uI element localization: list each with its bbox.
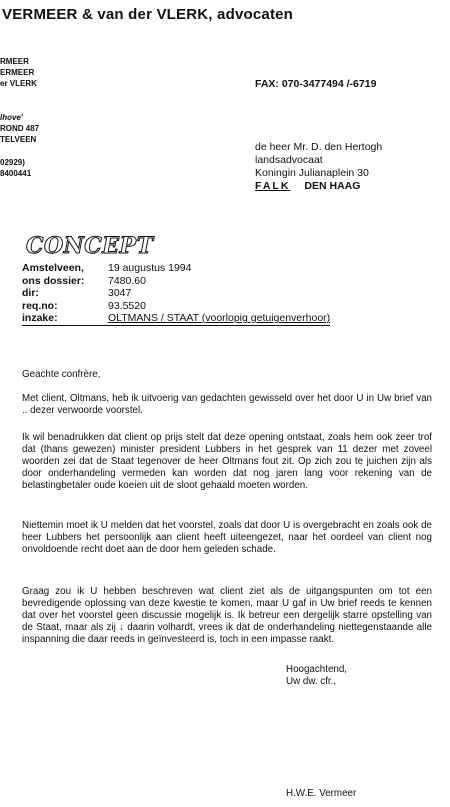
reference-row — [22, 300, 330, 313]
concept-stamp: CONCEPT — [26, 233, 154, 259]
reference-value: 3047 — [108, 287, 132, 299]
side-line: 02929) — [0, 158, 25, 167]
reference-row — [22, 262, 330, 275]
side-address — [0, 112, 39, 145]
recipient-city — [255, 180, 382, 193]
side-line: 8400441 — [0, 169, 32, 178]
side-line: er VLERK — [0, 79, 37, 88]
reference-value: 7480.60 — [108, 274, 146, 287]
salutation: Geachte confrère, — [22, 369, 101, 380]
recipient-street: Koningin Julianaplein 30 — [255, 167, 369, 179]
paragraph: Met client, Oltmans, heb ik uitvoerig van gedachten gewisseld over het door U in Uw brief van .. dezer verwoorde voorstel. — [22, 393, 432, 416]
reference-label: Amstelveen, — [22, 262, 84, 274]
closing — [286, 664, 347, 688]
side-line: RMEER — [0, 57, 29, 66]
paragraph: Ik wil benadrukken dat client op prijs stelt dat deze opening ontstaat, zoals hem ook zeer trof dat (thans gewezen) minister president Lubbers in het gesprek van 11 dezer met zoveel woorden zei dat de Staat tegenover de heer Oltmans fout zit. Op zich zou te juichen zijn als door onderhandeling vermeden kan worden dat nog jaren lang voor rekening van de belastingbetaler oude koeien uit de sloot gehaald moeten worden. — [22, 432, 432, 491]
signer-name: H.W.E. Vermeer — [286, 788, 357, 799]
recipient-name: de heer Mr. D. den Hertogh — [255, 141, 383, 153]
recipient-city-code: FALK — [255, 180, 291, 192]
reference-label: dir: — [22, 287, 39, 299]
subject-value: OLTMANS / STAAT (voorlopig getuigenverhoor) — [108, 312, 331, 324]
reference-row — [22, 275, 330, 288]
closing-greeting: Hoogachtend, — [286, 664, 348, 675]
reference-value: 93.5520 — [108, 299, 146, 312]
side-line: ERMEER — [0, 68, 35, 77]
side-numbers — [0, 157, 31, 179]
paragraph: Graag zou ik U hebben beschreven wat client ziet als de uitgangspunten om tot een bevredigende oplossing van deze kwestie te komen, maar U gaf in Uw brief reeds te kennen dat over het voorstel geen discussie mogelijk is. Ik betreur een dergelijk starre opstelling van de Staat, maar als zij ↓ daarin volhardt, vrees ik dat de onderhandeling niettegenstaande alle inspanning die daar reeds in geïnvesteerd is, toch in een impasse raakt. — [22, 586, 432, 645]
recipient-address — [255, 141, 382, 193]
reference-row — [22, 287, 330, 300]
reference-label: inzake: — [22, 312, 58, 324]
reference-label: ons dossier: — [22, 274, 85, 287]
closing-sign-off: Uw dw. cfr., — [286, 676, 337, 687]
recipient-city-name: DEN HAAG — [304, 180, 361, 192]
recipient-title: landsadvocaat — [255, 154, 323, 166]
side-line: TELVEEN — [0, 135, 37, 144]
reference-value: 19 augustus 1994 — [108, 262, 192, 274]
firm-name: VERMEER & van der VLERK, advocaten — [2, 6, 294, 23]
side-line: lhove' — [0, 113, 23, 122]
side-line: ROND 487 — [0, 124, 40, 133]
side-partner-list — [0, 56, 37, 89]
paragraph: Niettemin moet ik U melden dat het voorstel, zoals dat door U is overgebracht en zoals ook de heer Lubbers het persoonlijk aan client heeft uiteengezet, naar het oordeel van client nog onvoldoende recht doet aan de door hem geleden schade. — [22, 520, 432, 555]
fax-number: FAX: 070-3477494 /-6719 — [255, 78, 377, 90]
reference-label: req.no: — [22, 299, 58, 312]
reference-row — [22, 312, 330, 326]
reference-block — [22, 262, 330, 326]
